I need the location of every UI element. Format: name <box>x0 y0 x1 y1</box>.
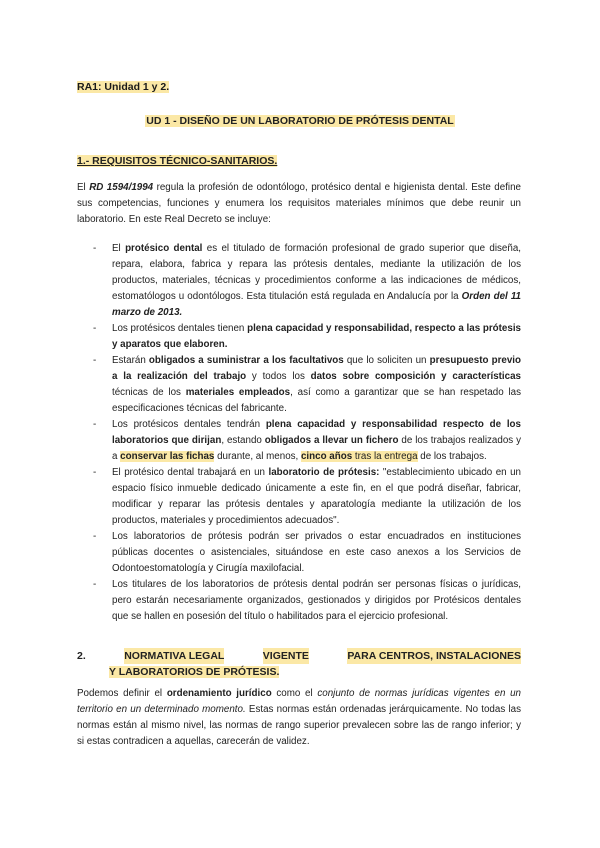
list-item: - Los protésicos dentales tendrán plena capacidad y responsabilidad respecto de los laboratorios que dirijan, estando obligados a llevar un fichero de los trabajos realizados y a conservar las fichas durante, al menos, cinco años tras la entrega de los trabajos. <box>91 417 521 465</box>
list-item: - El protésico dental trabajará en un laboratorio de prótesis: "establecimiento ubicado en un espacio físico inmueble dedicado únicamente a este fin, en el que podrá diseñar, fabricar, modificar y reparar las prótesis dentales y aparatología mediante la utilización de los productos, materiales y procedimientos adecuados". <box>91 465 521 529</box>
ra-label: RA1: Unidad 1 y 2. <box>77 81 170 93</box>
section-1-intro: El RD 1594/1994 regula la profesión de odontólogo, protésico dental e higienista dental. Este define sus competencias, funciones y enumera los requisitos materiales mínimos que debe reunir un laboratorio. En este Real Decreto se incluye: <box>77 182 521 225</box>
list-item: - Los titulares de los laboratorios de prótesis dental podrán ser personas físicas o jurídicas, pero estarán necesariamente organizados, gestionados y dirigidos por Protésicos dentales que se hallen en posesión del título o habilitados para el ejercicio profesional. <box>91 577 521 625</box>
requirements-list <box>91 241 521 625</box>
list-item: - El protésico dental es el titulado de formación profesional de grado superior que diseña, repara, elabora, fabrica y repara las prótesis dentales, mediante la utilización de los productos, materiales, técnicas y procedimientos conforme a las indicaciones de médicos, estomatólogos u odontólogos. Esta titulación está regulada en Andalucía por la Orden del 11 marzo de 2013. <box>91 241 521 321</box>
list-item: - Estarán obligados a suministrar a los facultativos que lo soliciten un presupuesto previo a la realización del trabajo y todos los datos sobre composición y características técnicas de los materiales empleados, así como a garantizar que se han respetado las especificaciones técnicas del fabricante. <box>91 353 521 417</box>
list-item: - Los protésicos dentales tienen plena capacidad y responsabilidad, respecto a las prótesis y aparatos que elaboren. <box>91 321 521 353</box>
section-2-heading: 2. NORMATIVA LEGAL VIGENTE PARA CENTROS, INSTALACIONES Y LABORATORIOS DE PRÓTESIS. <box>77 650 521 678</box>
section-1-heading: 1.- REQUISITOS TÉCNICO-SANITARIOS. <box>77 155 278 167</box>
list-item: - Los laboratorios de prótesis podrán ser privados o estar encuadrados en instituciones públicas docentes o asistenciales, situándose en este caso anexos a los Servicios de Odontoestomatología y Cirugía maxilofacial. <box>91 529 521 577</box>
unit-title: UD 1 - DISEÑO DE UN LABORATORIO DE PRÓTESIS DENTAL <box>146 115 454 127</box>
section-2-paragraph: Podemos definir el ordenamiento jurídico como el conjunto de normas jurídicas vigentes en un territorio en un determinado momento. Estas normas están ordenadas jerárquicamente. No todas las normas están al mismo nivel, las normas de rango superior prevalecen sobre las de rango inferior; y si estas contradicen a aquellas, carecerán de validez. <box>77 688 521 747</box>
